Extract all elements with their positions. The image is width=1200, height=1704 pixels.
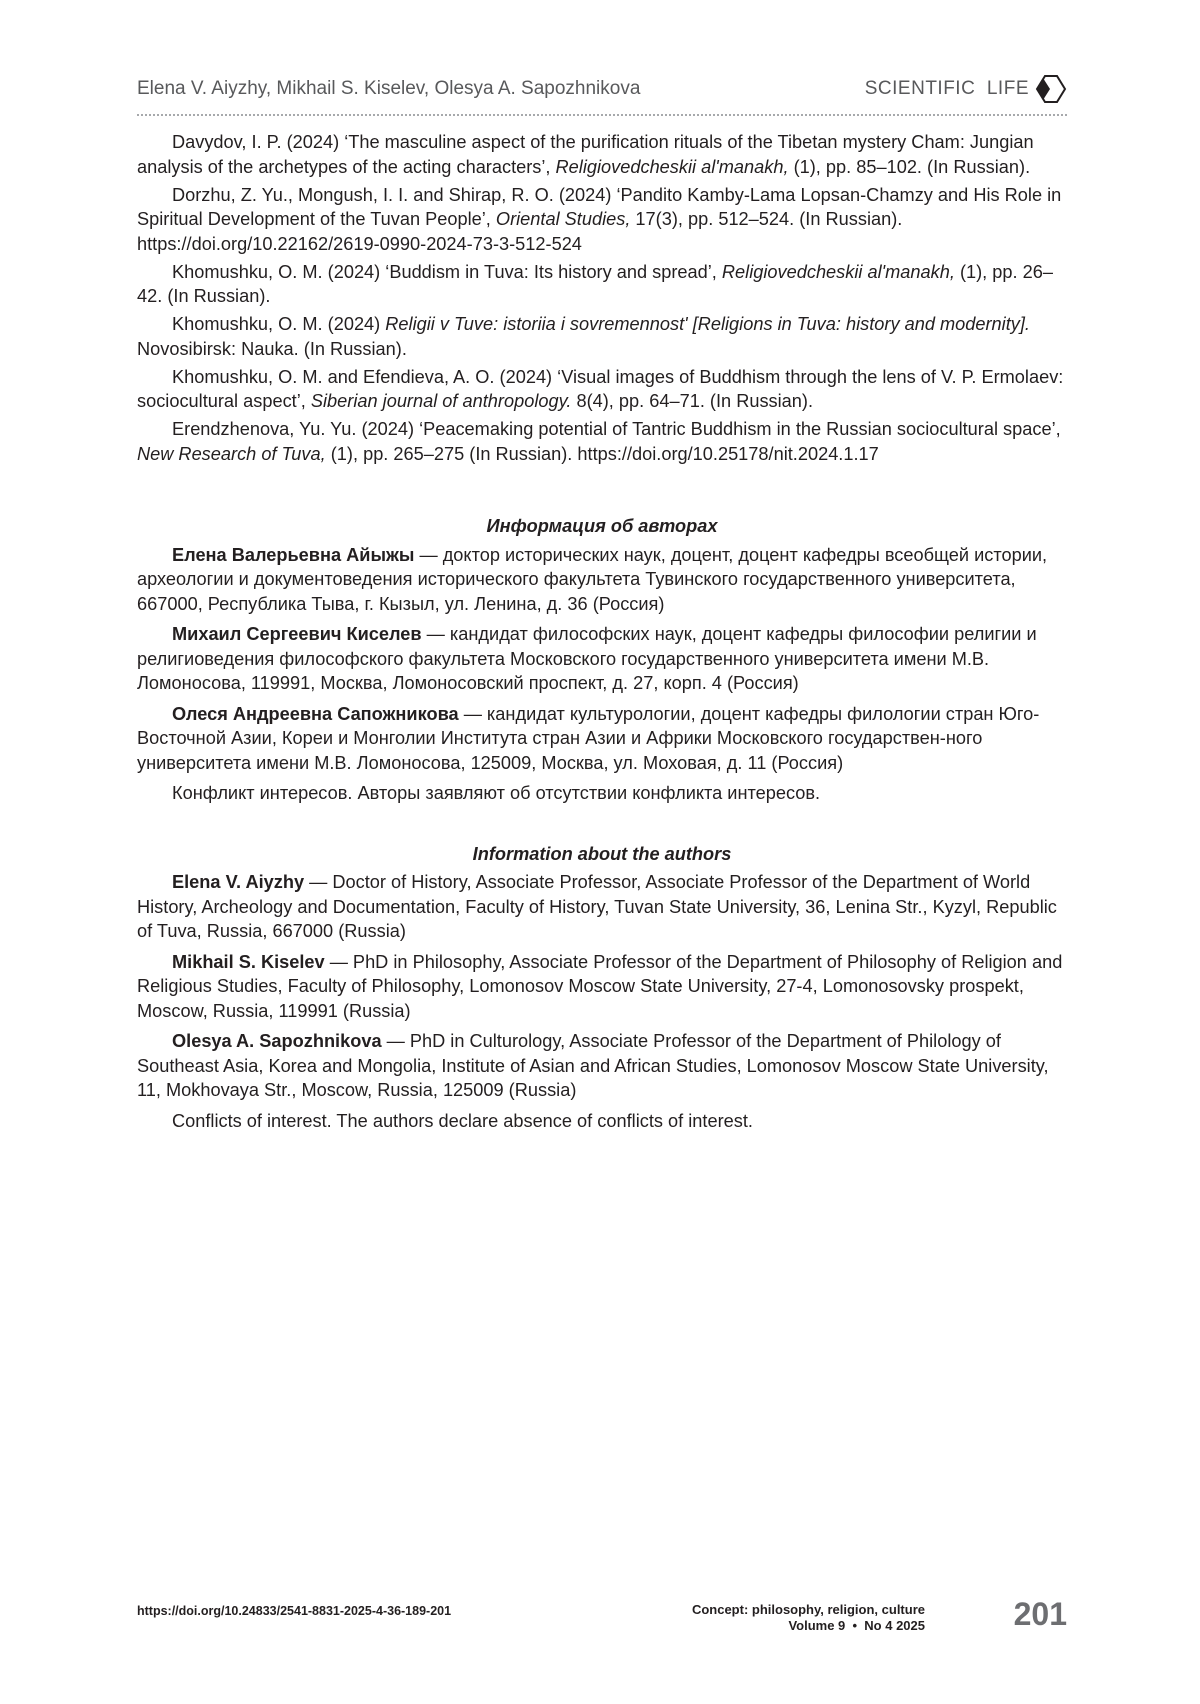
conflict-statement: Конфликт интересов. Авторы заявляют об отсутствии конфликта интересов. [172,783,821,803]
author-info: Михаил Сергеевич Киселев — кандидат философских наук, доцент кафедры философии религии и религиоведения философского факультета Московского государственного университета имени М.В. Ломоносова, 119991, Москва, Ломоносовский проспект, д. 27, корп. 4 (Россия) [137,624,1037,693]
page-footer [137,1596,1067,1640]
reference-item: Dorzhu, Z. Yu., Mongush, I. I. and Shirap, R. O. (2024) ‘Pandito Kamby-Lama Lopsan-Chamzy and His Role in Spiritual Development of the Tuvan People’, Oriental Studies, 17(3), pp. 512–524. (In Russian). https://doi.org/10.22162/2619-0990-2024-73-3-512-524 [137,184,1062,254]
conflict-statement: Conflicts of interest. The authors declare absence of conflicts of interest. [172,1110,753,1131]
page-number: 201 [1013,1596,1067,1632]
journal-volume: Volume 9 • No 4 2025 [788,1618,925,1633]
header-section: SCIENTIFIC LIFE [864,78,1029,99]
page-content [137,130,1067,1139]
reference-item: Erendzhenova, Yu. Yu. (2024) ‘Peacemaking potential of Tantric Buddhism in the Russian sociocultural space’, New Research of Tuva, (1), pp. 265–275 (In Russian). https://doi.org/10.25178/nit.2024.1.17 [137,419,1061,464]
journal-logo-icon [1033,74,1067,104]
author-info: Олеся Андреевна Сапожникова — кандидат культурологии, доцент кафедры филологии стран Юго-Восточной Азии, Кореи и Монголии Института стран Азии и Африки Московского государствен-ного университета имени М.В. Ломоносова, 125009, Москва, ул. Моховая, д. 11 (Россия) [137,703,1040,773]
header-authors: Elena V. Aiyzhy, Mikhail S. Kiselev, Olesya A. Sapozhnikova [137,78,641,99]
reference-list [137,130,1067,466]
reference-item: Khomushku, O. M. (2024) Religii v Tuve: istoriia i sovremennost' [Religions in Tuva: history and modernity]. Novosibirsk: Nauka. (In Russian). [137,314,1030,359]
running-header [137,74,1067,116]
authors-info-ru [137,514,1067,806]
footer-doi: https://doi.org/10.24833/2541-8831-2025-4-36-189-201 [137,1604,452,1618]
journal-title: Concept: philosophy, religion, culture [691,1602,925,1617]
section-title: Information about the authors [472,843,732,864]
section-title: Информация об авторах [486,516,718,536]
reference-item: Davydov, I. P. (2024) ‘The masculine aspect of the purification rituals of the Tibetan mystery Cham: Jungian analysis of the archetypes of the acting characters’, Religiovedcheskii al'manakh, (1), pp. 85–102. (In Russian). [137,132,1034,177]
author-info: Елена Валерьевна Айыжы — доктор исторических наук, доцент, доцент кафедры всеобщей истории, археологии и документоведения исторического факультета Тувинского государственного университета, 667000, Республика Тыва, г. Кызыл, ул. Ленина, д. 36 (Россия) [137,544,1048,614]
author-info: Elena V. Aiyzhy — Doctor of History, Associate Professor, Associate Professor of the Department of World History, Archeology and Documentation, Faculty of History, Tuvan State University, 36, Lenina Str., Kyzyl, Republic of Tuva, Russia, 667000 (Russia) [137,872,1057,941]
author-info: Mikhail S. Kiselev — PhD in Philosophy, Associate Professor of the Department of Philosophy of Religion and Religious Studies, Faculty of Philosophy, Lomonosov Moscow State University, 27-4, Lomonosovsky prospekt, Moscow, Russia, 119991 (Russia) [137,951,1063,1021]
reference-item: Khomushku, O. M. and Efendieva, A. O. (2024) ‘Visual images of Buddhism through the lens of V. P. Ermolaev: sociocultural aspect’, Siberian journal of anthropology. 8(4), pp. 64–71. (In Russian). [137,366,1064,411]
authors-info-en [137,842,1067,1134]
reference-item: Khomushku, O. M. (2024) ‘Buddism in Tuva: Its history and spread’, Religiovedcheskii al'manakh, (1), pp. 26–42. (In Russian). [137,261,1053,306]
author-info: Olesya A. Sapozhnikova — PhD in Culturology, Associate Professor of the Department of Philology of Southeast Asia, Korea and Mongolia, Institute of Asian and African Studies, Lomonosov Moscow State University, 11, Mokhovaya Str., Moscow, Russia, 125009 (Russia) [137,1031,1049,1100]
footer-journal [692,1602,925,1634]
